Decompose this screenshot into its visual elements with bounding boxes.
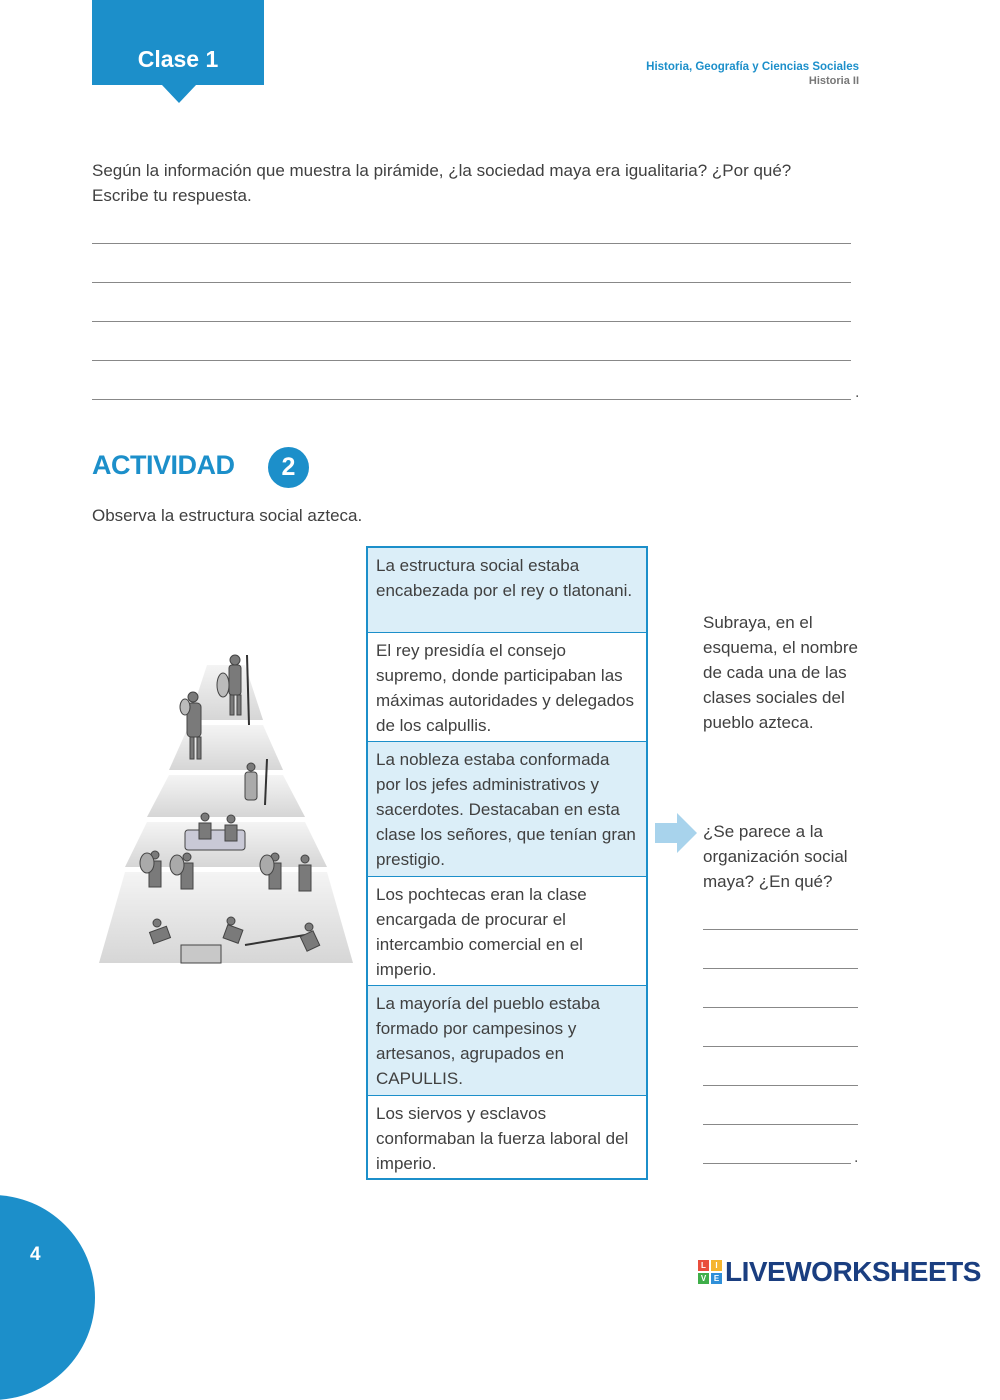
aztec-social-structure-table	[366, 546, 648, 1180]
logo-letter: V	[698, 1273, 709, 1284]
answer-line[interactable]	[92, 321, 851, 322]
page-number: 4	[30, 1244, 41, 1265]
side-answer-line[interactable]	[703, 1046, 858, 1047]
logo-squares	[698, 1260, 722, 1284]
table-row-people: La mayoría del pueblo estaba formado por campesinos y artesanos, agrupados en CAPULLIS.	[368, 985, 646, 1095]
liveworksheets-logo	[698, 1256, 981, 1288]
side-answer-line[interactable]	[703, 929, 858, 930]
page-number-badge	[0, 1195, 95, 1400]
table-row-slaves: Los siervos y esclavos conformaban la fuerza laboral del imperio.	[368, 1095, 646, 1178]
table-row-council: El rey presidía el consejo supremo, donde participaban las máximas autoridades y delegados de los calpullis.	[368, 632, 646, 741]
table-row-nobility: La nobleza estaba conformada por los jefes administrativos y sacerdotes. Destacaban en esta clase los señores, que tenían gran prestigio.	[368, 741, 646, 876]
class-tab	[92, 0, 264, 85]
answer-line[interactable]	[92, 360, 851, 361]
side-question: ¿Se parece a la organización social maya? ¿En qué?	[703, 822, 848, 891]
side-answer-line[interactable]	[703, 1085, 858, 1086]
header-course: Historia II	[808, 75, 859, 87]
answer-period: .	[855, 384, 860, 401]
side-instruction: Subraya, en el esquema, el nombre de cada una de las clases sociales del pueblo azteca.	[703, 613, 858, 732]
table-row-king: La estructura social estaba encabezada por el rey o tlatonani.	[368, 548, 646, 632]
logo-letter: E	[711, 1273, 722, 1284]
answer-line[interactable]	[92, 243, 851, 244]
activity-instruction: Observa la estructura social azteca.	[92, 506, 363, 525]
arrow-right-icon	[655, 813, 697, 853]
side-answer-line[interactable]	[703, 1163, 851, 1164]
aztec-pyramid-illustration	[95, 645, 357, 975]
activity-number-badge: 2	[268, 447, 309, 488]
side-answer-line[interactable]	[703, 968, 858, 969]
side-answer-line[interactable]	[703, 1007, 858, 1008]
question-text: Según la información que muestra la pirámide, ¿la sociedad maya era igualitaria? ¿Por qué? Escribe tu respuesta.	[92, 161, 792, 205]
header-subject: Historia, Geografía y Ciencias Sociales	[646, 61, 859, 73]
activity-title: ACTIVIDAD	[92, 450, 235, 480]
logo-letter: I	[711, 1260, 722, 1271]
side-period: .	[854, 1149, 859, 1166]
class-tab-label: Clase 1	[137, 46, 219, 72]
logo-text: LIVEWORKSHEETS	[725, 1256, 981, 1287]
table-row-pochtecas: Los pochtecas eran la clase encargada de procurar el intercambio comercial en el imperio.	[368, 876, 646, 985]
answer-line[interactable]	[92, 282, 851, 283]
answer-line[interactable]	[92, 399, 851, 400]
logo-letter: L	[698, 1260, 709, 1271]
side-answer-line[interactable]	[703, 1124, 858, 1125]
